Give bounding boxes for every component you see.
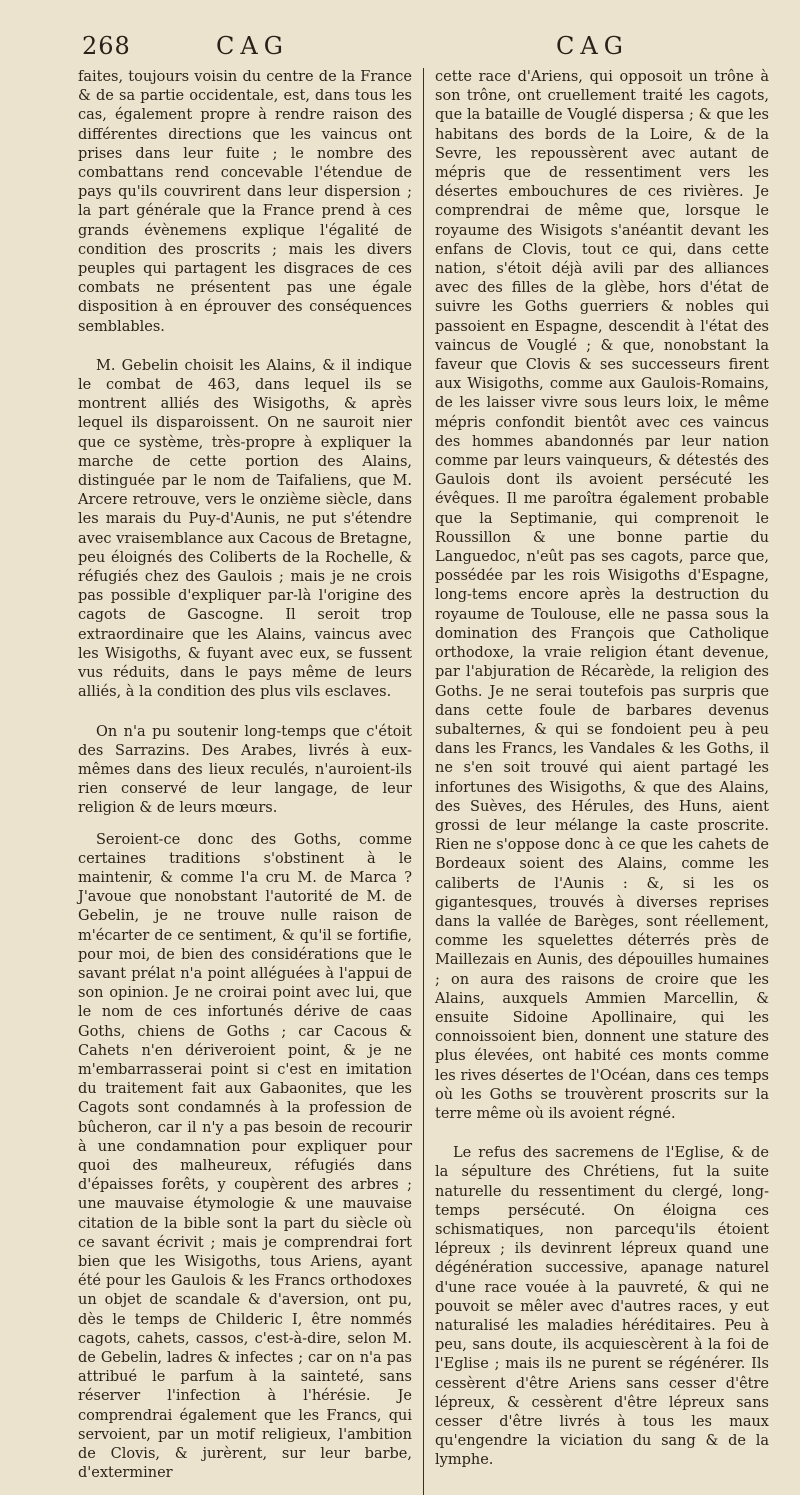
running-head-left: CAG xyxy=(216,32,289,60)
page-header xyxy=(78,30,786,68)
column-divider xyxy=(423,68,424,1495)
paragraph: On n'a pu soutenir long-temps que c'étoit des Sarrazins. Des Arabes, livrés à eux-mêmes dans des lieux reculés, n'auroient-ils rien conservé de leur langage, de leur religion & de leurs mœurs. xyxy=(78,723,412,817)
right-column xyxy=(429,68,769,1495)
paragraph: Seroient-ce donc des Goths, comme certaines traditions s'obstinent à le maintenir, & comme l'a cru M. de Marca ? J'avoue que nonobstant l'autorité de M. de Gebelin, je ne trouve nulle raison de m'écarter de ce sentiment, & qu'il se fortifie, pour moi, de bien des considérations que le savant prélat n'a point alléguées à l'appui de son opinion. Je ne croirai point avec lui, que le nom de ces infortunés dérive de caas Goths, chiens de Goths ; car Cacous & Cahets n'en dériveroient point, & je ne m'embarrasserai point si c'est en imitation du traitement fait aux Gabaonites, que les Cagots sont condamnés à la profession de bûcheron, car il n'y a pas besoin de recourir à une condamnation pour expliquer pour quoi des malheureux, réfugiés dans d'épaisses forêts, y coupèrent des arbres ; une mauvaise étymologie & une mauvaise citation de la bible sont la part du siècle où ce savant écrivit ; mais je comprendrai fort bien que les Wisigoths, tous Ariens, ayant été pour les Gaulois & les Francs orthodoxes un objet de scandale & d'aversion, ont pu, dès le temps de Childeric I, être nommés cagots, cahets, cassos, c'est-à-dire, selon M. de Gebelin, ladres & infectes ; car on n'a pas attribué le parfum à la sainteté, sans réserver l'infection à l'hérésie. Je comprendrai également que les Francs, qui servoient, par un motif religieux, l'ambition de Clovis, & jurèrent, sur leur barbe, d'exterminer xyxy=(78,831,412,1482)
text-columns xyxy=(78,68,786,1495)
page-number: 268 xyxy=(82,32,131,60)
paragraph: cette race d'Ariens, qui opposoit un trône à son trône, ont cruellement traité les cagots, que la bataille de Vouglé dispersa ; & que les habitans des bords de la Loire, & de la Sevre, les repoussèrent avec autant de mépris que de ressentiment vers les désertes embouchures de ces rivières. Je comprendrai de même que, lorsque le royaume des Wisigots s'anéantit devant les enfans de Clovis, tout ce qui, dans cette nation, s'étoit déjà avili par des alliances avec des filles de la glèbe, hors d'état de suivre les Goths guerriers & nobles qui passoient en Espagne, descendit à l'état des vaincus de Vouglé ; & que, nonobstant la faveur que Clovis & ses successeurs firent aux Wisigoths, comme aux Gaulois-Romains, de les laisser vivre sous leurs loix, le même mépris confondit bientôt avec ces vaincus des hommes abandonnés par leur nation comme par leurs vainqueurs, & détestés des Gaulois dont ils avoient persécuté les évêques. Il me paroîtra également probable que la Septimanie, qui comprenoit le Roussillon & une bonne partie du Languedoc, n'eût pas ses cagots, parce que, possédée par les rois Wisigoths d'Espagne, long-tems encore après la destruction du royaume de Toulouse, elle ne passa sous la domination des François que Catholique orthodoxe, la vraie religion étant devenue, par l'abjuration de Récarède, la religion des Goths. Je ne serai toutefois pas surpris que dans cette foule de barbares devenus subalternes, & qui se fondoient peu à peu dans les Francs, les Vandales & les Goths, il ne s'en soit trouvé qui aient partagé les infortunes des Wisigoths, & que des Alains, des Suèves, des Hérules, des Huns, aient grossi de leur mélange la caste proscrite. Rien ne s'oppose donc à ce que les cahets de Bordeaux soient des Alains, comme les caliberts de l'Aunis : &, si les os gigantesques, trouvés à diverses reprises dans la vallée de Barèges, sont réellement, comme les squelettes déterrés près de Maillezais en Aunis, des dépouilles humaines ; on aura des raisons de croire que les Alains, auxquels Ammien Marcellin, & ensuite Sidoine Apollinaire, qui les connoissoient bien, donnent une stature des plus élevées, ont habité ces monts comme les rives désertes de l'Océan, dans ces temps où les Goths se trouvèrent proscrits sur la terre même où ils avoient régné. xyxy=(435,69,769,1122)
paragraph: M. Gebelin choisit les Alains, & il indique le combat de 463, dans lequel ils se montrent alliés des Wisigoths, & après lequel ils disparoissent. On ne sauroit nier que ce système, très-propre à expliquer la marche de cette portion des Alains, distinguée par le nom de Taifaliens, que M. Arcere retrouve, vers le onzième siècle, dans les marais du Puy-d'Aunis, ne put s'étendre avec vraisemblance aux Cacous de Bretagne, peu éloignés des Coliberts de la Rochelle, & réfugiés chez des Gaulois ; mais je ne crois pas possible d'expliquer par-là l'origine des cagots de Gascogne. Il seroit trop extraordinaire que les Alains, vaincus avec les Wisigoths, & fuyant avec eux, se fussent vus réduits, dans le pays même de leurs alliés, à la condition des plus vils esclaves. xyxy=(78,357,412,701)
left-column xyxy=(78,68,418,1495)
running-head-right: CAG xyxy=(556,32,629,60)
paragraph: Le refus des sacremens de l'Eglise, & de la sépulture des Chrétiens, fut la suite naturelle du ressentiment du clergé, long-temps persécuté. On éloigna ces schismatiques, non parcequ'ils étoient lépreux ; ils devinrent lépreux quand une dégénération successive, apanage naturel d'une race vouée à la pauvreté, & qui ne pouvoit se mêler avec d'autres races, y eut naturalisé les maladies héréditaires. Peu à peu, sans doute, ils acquiescèrent à la foi de l'Eglise ; mais ils ne purent se régénérer. Ils cessèrent d'être Ariens sans cesser d'être lépreux, & cessèrent d'être lépreux sans cesser d'être livrés à tous les maux qu'engendre la viciation du sang & de la lymphe. xyxy=(435,1145,769,1469)
paragraph: faites, toujours voisin du centre de la France & de sa partie occidentale, est, dans tous les cas, également propre à rendre raison des différentes directions que les vaincus ont prises dans leur fuite ; le nombre des combattans rend concevable l'étendue de pays qu'ils couvrirent dans leur dispersion ; la part générale que la France prend à ces grands évènemens explique l'égalité de condition des proscrits ; mais les divers peuples qui partagent les disgraces de ces combats ne présentent pas une égale disposition à en éprouver des conséquences semblables. xyxy=(78,69,412,335)
